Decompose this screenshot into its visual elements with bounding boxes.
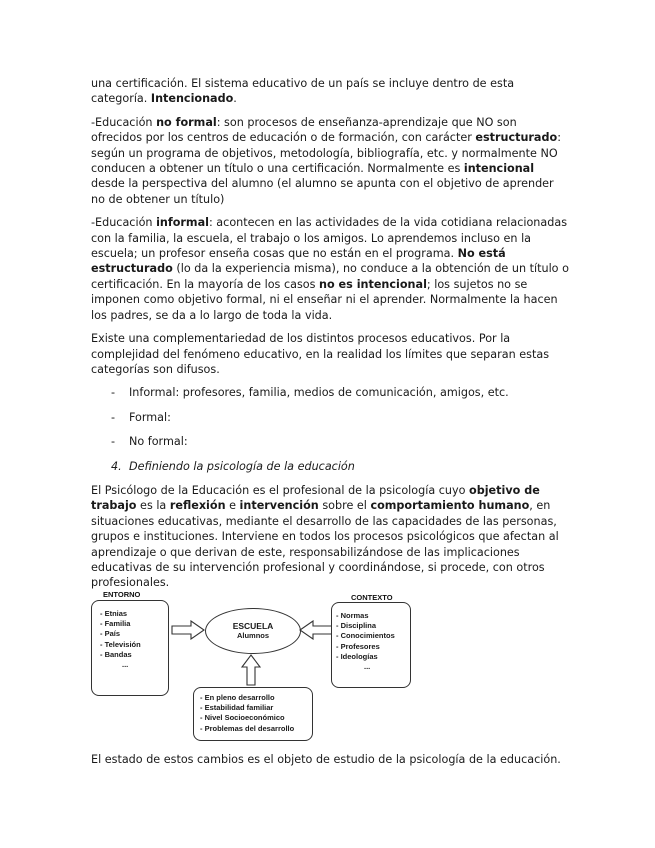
psicologo-bold-3: intervención (239, 499, 319, 513)
psicologo-text-1: El Psicólogo de la Educación es el profesional de la psicología cuyo (91, 483, 470, 497)
informal-bold-1: No está estructurado (91, 247, 506, 276)
arrow-right-icon (171, 620, 205, 640)
list-item: ... (122, 660, 129, 670)
intro-paragraph (91, 76, 571, 107)
desarrollo-box (193, 687, 313, 741)
escuela-title: ESCUELA (232, 621, 274, 631)
psicologo-text-5: , en situaciones educativas, mediante el desarrollo de las capacidades de las personas, grupos e instituciones. Interviene en todos los procesos psicológicos que afectan al aprendizaje o que derivan de este, responsabilizándose de las implicaciones educativas de su intervención profesional y coordinándose, si procede, con otros profesionales. (91, 499, 559, 590)
no-formal-text-1: : son procesos de enseñanza-aprendizaje que NO son ofrecidos por los centros de educación o de formación, con carácter (91, 115, 517, 145)
no-formal-lead: -Educación (91, 115, 157, 129)
section-heading (91, 459, 571, 474)
informal-bold-2: no es intencional (319, 277, 427, 291)
list-item: - Nivel Socioeconómico (200, 713, 285, 723)
list-item: - Problemas del desarrollo (200, 723, 295, 733)
list-item: - Conocimientos (336, 631, 395, 641)
no-formal-bold-1: estructurado (475, 131, 558, 145)
escuela-subtitle: Alumnos (236, 631, 270, 640)
no-formal-bold-2: intencional (463, 162, 535, 176)
list-item-text: No formal: (129, 435, 188, 449)
list-item: - Etnias (100, 609, 128, 618)
list-item-text: Informal: profesores, familia, medios de comunicación, amigos, etc. (129, 386, 509, 400)
list-item: - Ideologías (336, 651, 378, 661)
psicologo-text-2: es la (136, 499, 170, 513)
no-formal-paragraph (91, 115, 571, 207)
informal-lead: -Educación (91, 216, 157, 230)
informal-term: informal (156, 216, 209, 230)
contexto-list (336, 611, 410, 672)
entorno-title: ENTORNO (103, 590, 141, 599)
list-item (91, 434, 571, 449)
arrow-up-icon (241, 654, 261, 686)
desarrollo-list (200, 693, 312, 734)
psicologo-bold-1: objetivo de trabajo (91, 483, 540, 513)
list-item: - Familia (100, 619, 131, 629)
education-types-list (91, 385, 571, 449)
escuela-ellipse (205, 608, 301, 654)
list-item: - Profesores (336, 641, 380, 651)
informal-text-1: : acontecen en las actividades de la vida cotidiana relacionadas con la familia, la escuela, el trabajo o los amigos. Lo aprendemos incluso en la escuela; un profesor enseña cosas que no están en el programa. (91, 216, 568, 261)
list-item: - Bandas (100, 649, 132, 659)
list-item: - Normas (336, 611, 369, 620)
no-formal-term: no formal (156, 115, 217, 129)
psicologo-paragraph (91, 483, 571, 591)
entorno-box (91, 600, 169, 696)
list-item-text: Formal: (129, 410, 171, 424)
list-marker: - (111, 410, 116, 424)
informal-text-3: ; los sujetos no se imponen como objetivo formal, ni el enseñar ni el aprender. Normalmente la hacen los padres, se da a lo largo de toda la vida. (91, 277, 558, 322)
psicologo-bold-4: comportamiento humano (370, 499, 530, 513)
list-item: - En pleno desarrollo (200, 693, 275, 702)
list-marker: - (111, 386, 116, 400)
informal-paragraph (91, 215, 571, 323)
list-item (91, 385, 571, 400)
contexto-title: CONTEXTO (351, 593, 393, 602)
list-item: - Estabilidad familiar (200, 703, 274, 713)
complement-paragraph: Existe una complementariedad de los distintos procesos educativos. Por la complejidad del fenómeno educativo, en la realidad los límites que separan estas categorías son difusos. (91, 332, 550, 376)
psicologo-bold-2: reflexión (169, 499, 226, 513)
list-item (91, 410, 571, 425)
informal-text-2: (lo da la experiencia misma), no conduce a la obtención de un título o certificación. En la mayoría de los casos (91, 262, 569, 291)
list-item: ... (364, 662, 371, 672)
list-item: - Televisión (100, 639, 141, 649)
contexto-box (331, 602, 411, 688)
list-item: - Disciplina (336, 621, 377, 631)
arrow-left-icon (299, 620, 333, 640)
final-paragraph: El estado de estos cambios es el objeto de estudio de la psicología de la educación. (91, 753, 561, 766)
intro-end: . (233, 92, 237, 106)
section-number: 4. (111, 459, 122, 473)
education-diagram (91, 590, 413, 740)
list-item: - País (100, 629, 121, 639)
list-marker: - (111, 435, 116, 449)
intro-bold: Intencionado (150, 92, 234, 106)
document-body (91, 76, 571, 599)
psicologo-text-4: sobre el (318, 499, 371, 513)
section-title: Definiendo la psicología de la educación (129, 459, 355, 473)
entorno-list (100, 609, 168, 670)
psicologo-text-3: e (225, 499, 240, 513)
no-formal-text-2: : según un programa de objetivos, metodología, bibliografía, etc. y normalmente NO conducen a obtener un título o una certificación. Normalmente es (91, 131, 561, 176)
intro-text: una certificación. El sistema educativo de un país se incluye dentro de esta categoría. (91, 77, 515, 106)
no-formal-text-3: desde la perspectiva del alumno (el alumno se apunta con el objetivo de aprender no de obtener un título) (91, 177, 554, 206)
